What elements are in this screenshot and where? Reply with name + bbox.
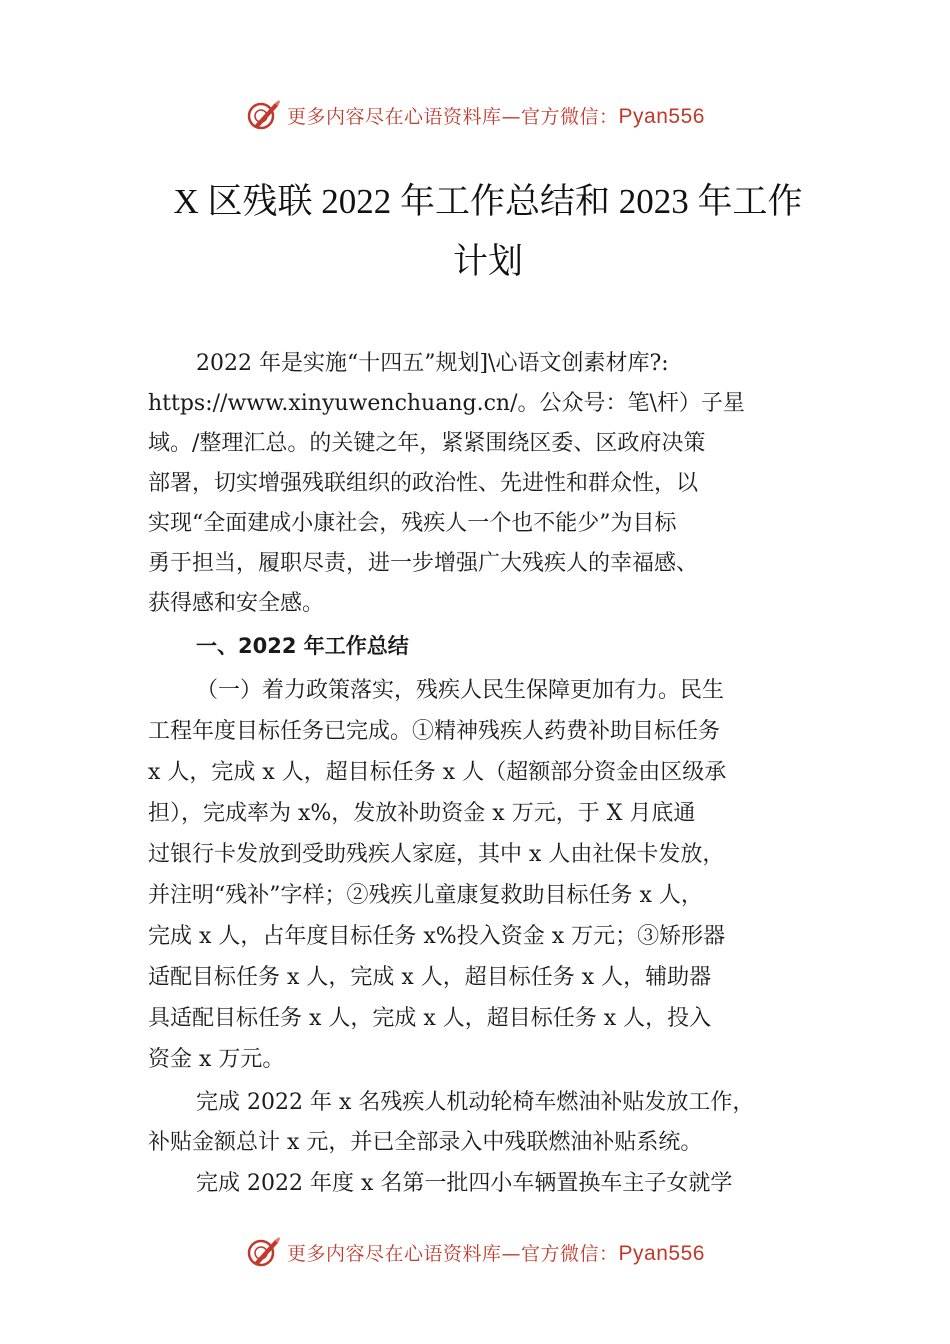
text-line: 获得感和安全感。 bbox=[148, 591, 325, 616]
title-line-1: X 区残联 2022 年工作总结和 2023 年工作 bbox=[173, 182, 803, 221]
watermark-handle: Pyan556 bbox=[618, 104, 705, 128]
text-line: 过银行卡发放到受助残疾人家庭，其中 x 人由社保卡发放， bbox=[148, 842, 725, 867]
watermark-banner-bottom bbox=[0, 1232, 950, 1272]
watermark-text: 更多内容尽在心语资料库—官方微信：Pyan556 bbox=[287, 1241, 705, 1265]
paragraph-vehicle-replacement bbox=[148, 1164, 806, 1204]
text-line: 完成 x 人，占年度目标任务 x%投入资金 x 万元；③矫形器 bbox=[148, 924, 726, 949]
text-line: 补贴金额总计 x 元，并已全部录入中残联燃油补贴系统。 bbox=[148, 1130, 703, 1155]
text-line: 勇于担当，履职尽责，进一步增强广大残疾人的幸福感、 bbox=[148, 551, 699, 576]
pen-logo-icon bbox=[245, 1234, 281, 1270]
text-line: （一）着力政策落实，残疾人民生保障更加有力。民生 bbox=[196, 678, 725, 703]
text-line: 工程年度目标任务已完成。①精神残疾人药费补助目标任务 bbox=[148, 719, 721, 744]
text-line: https://www.xinyuwenchuang.cn/。公众号：笔\杆）子星 bbox=[148, 391, 745, 416]
text-line: 具适配目标任务 x 人，完成 x 人，超目标任务 x 人，投入 bbox=[148, 1006, 712, 1031]
pen-logo-icon bbox=[245, 97, 281, 133]
text-line: 部署，切实增强残联组织的政治性、先进性和群众性，以 bbox=[148, 471, 699, 496]
watermark-handle: Pyan556 bbox=[618, 1241, 705, 1265]
text-line: 并注明“残补”字样；②残疾儿童康复救助目标任务 x 人， bbox=[148, 883, 703, 908]
intro-paragraph bbox=[148, 344, 806, 624]
text-line: 完成 2022 年度 x 名第一批四小车辆置换车主子女就学 bbox=[196, 1171, 733, 1196]
title-line-2: 计划 bbox=[452, 242, 523, 281]
document-body bbox=[148, 344, 806, 1204]
section-heading: 一、2022 年工作总结 bbox=[196, 634, 409, 658]
paragraph-fuel-subsidy bbox=[148, 1083, 806, 1163]
text-line: 实现“全面建成小康社会，残疾人一个也不能少”为目标 bbox=[148, 511, 677, 536]
paragraph-policy bbox=[148, 670, 806, 1080]
text-line: x 人，完成 x 人，超目标任务 x 人（超额部分资金由区级承 bbox=[148, 760, 727, 785]
document-title bbox=[148, 172, 828, 292]
text-line: 2022 年是实施“十四五”规划]\心语文创素材库?: bbox=[196, 351, 669, 376]
text-line: 担），完成率为 x%，发放补助资金 x 万元，于 X 月底通 bbox=[148, 801, 696, 826]
text-line: 域。/整理汇总。的关键之年，紧紧围绕区委、区政府决策 bbox=[148, 431, 706, 456]
text-line: 资金 x 万元。 bbox=[148, 1047, 285, 1072]
watermark-text: 更多内容尽在心语资料库—官方微信：Pyan556 bbox=[287, 104, 705, 128]
text-line: 完成 2022 年 x 名残疾人机动轮椅车燃油补贴发放工作， bbox=[196, 1090, 755, 1115]
watermark-banner-top bbox=[0, 95, 950, 135]
text-line: 适配目标任务 x 人，完成 x 人，超目标任务 x 人，辅助器 bbox=[148, 965, 712, 990]
